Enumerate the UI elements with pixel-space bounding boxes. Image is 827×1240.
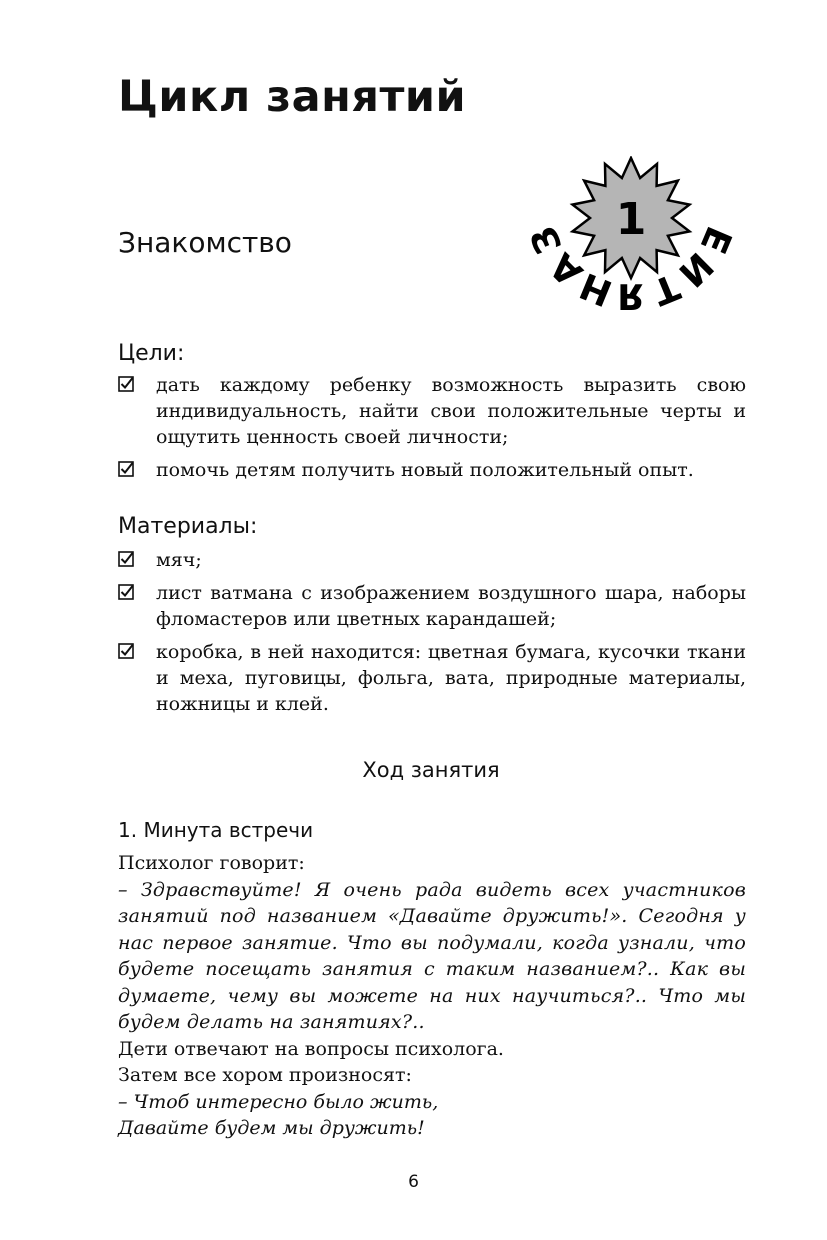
material-text: лист ватмана с изображением воздушного шара, наборы фломастеров или цветных карандашей; <box>156 582 746 630</box>
verse-line: Давайте будем мы дружить! <box>118 1117 425 1139</box>
lesson-body <box>118 850 746 1142</box>
checkbox-checked-icon <box>118 376 134 392</box>
chorus-intro-line: Затем все хором произносят: <box>118 1064 412 1086</box>
materials-heading: Материалы: <box>118 514 258 539</box>
lesson-title: Знакомство <box>118 226 292 259</box>
badge-letter: Н <box>574 263 618 314</box>
checkbox-checked-icon <box>118 551 134 567</box>
checkbox-checked-icon <box>118 643 134 659</box>
badge-letter: З <box>522 219 571 260</box>
checkbox-checked-icon <box>118 584 134 600</box>
goal-item <box>118 457 746 483</box>
badge-letter: А <box>542 244 591 294</box>
step-heading: 1. Минута встречи <box>118 818 314 842</box>
badge-letter: Е <box>691 220 739 260</box>
badge-number: 1 <box>615 194 647 245</box>
intro-line: Психолог говорит: <box>118 852 305 874</box>
cycle-title: Цикл занятий <box>118 72 467 122</box>
checkbox-checked-icon <box>118 461 134 477</box>
goal-text: дать каждому ребенку возможность выразить свою индивидуальность, найти свои положительные черты и ощутить ценность своей личности; <box>156 374 746 448</box>
goals-list <box>118 372 746 490</box>
goal-text: помочь детям получить новый положительный опыт. <box>156 459 694 481</box>
materials-list <box>118 547 746 724</box>
material-item <box>118 639 746 717</box>
badge-letter: И <box>670 243 721 295</box>
material-text: коробка, в ней находится: цветная бумага, кусочки ткани и меха, пуговицы, фольга, вата, природные материалы, ножницы и клей. <box>156 641 746 715</box>
material-item <box>118 547 746 573</box>
verse-line: – Чтоб интересно было жить, <box>118 1090 439 1113</box>
psychologist-speech: – Здравствуйте! Я очень рада видеть всех участников занятий под названием «Давайте дружить!». Сегодня у нас первое занятие. Что вы подумали, когда узнали, что будете посещать занятия с таким названием?.. Как вы думаете, чему вы можете на них научиться?.. Что мы будем делать на занятиях?.. <box>118 878 746 1033</box>
goals-heading: Цели: <box>118 341 185 366</box>
badge-letter: Т <box>646 265 685 313</box>
page-number: 6 <box>408 1172 419 1192</box>
material-item <box>118 580 746 632</box>
course-heading: Ход занятия <box>362 758 500 782</box>
lesson-number-badge <box>512 156 752 321</box>
children-answer-line: Дети отвечают на вопросы психолога. <box>118 1037 504 1060</box>
badge-letter: Я <box>617 275 645 316</box>
material-text: мяч; <box>156 549 202 571</box>
goal-item <box>118 372 746 450</box>
